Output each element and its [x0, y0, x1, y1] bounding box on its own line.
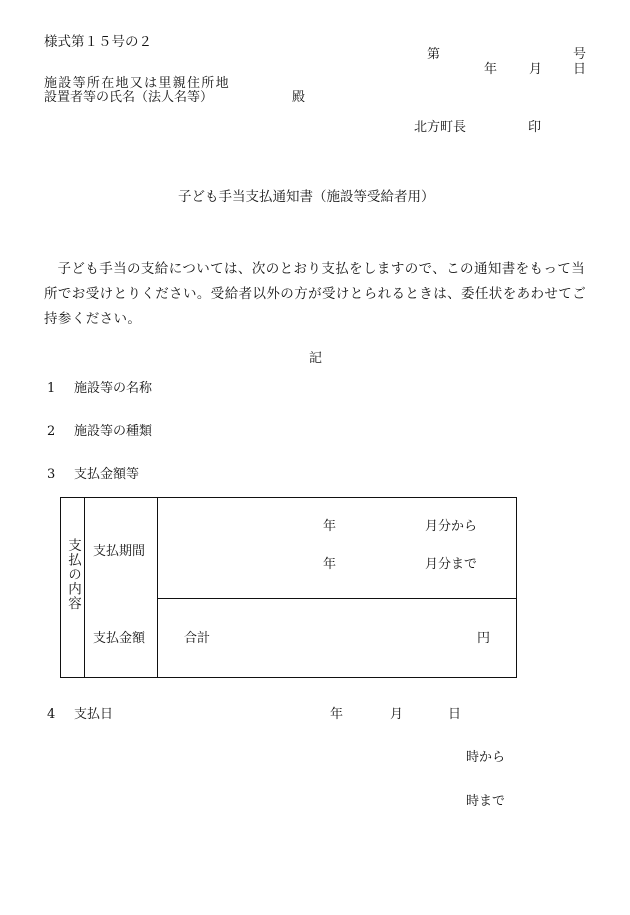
item-facility-name-label: 施設等の名称 [74, 381, 153, 396]
yen-label: 円 [477, 631, 491, 646]
item-payment-date-label: 支払日 [74, 707, 114, 722]
time-from-label: 時から [466, 750, 506, 765]
pay-date-month: 月 [390, 707, 404, 722]
date-day: 日 [573, 62, 587, 77]
doc-number-prefix: 第 [427, 47, 441, 62]
item-payment-amount-label: 支払金額等 [74, 467, 140, 482]
from-year-label: 年 [323, 519, 337, 534]
pay-date-year: 年 [330, 707, 344, 722]
addressee-line1: 施設等所在地又は里親住所地 [44, 76, 230, 91]
doc-number-suffix: 号 [573, 47, 587, 62]
item-number: 4 [47, 707, 56, 722]
pay-date-day: 日 [448, 707, 462, 722]
form-number: 様式第１５号の２ [44, 34, 152, 50]
item-number: 1 [47, 381, 56, 396]
to-year-label: 年 [323, 557, 337, 572]
payment-content-label: 支払の内容 [65, 538, 81, 611]
issuer-name: 北方町長 [414, 120, 467, 135]
ki-heading: 記 [309, 351, 323, 366]
item-facility-type-label: 施設等の種類 [74, 424, 153, 439]
item-number: 2 [47, 424, 56, 439]
to-month-label: 月分まで [425, 557, 478, 572]
amount-label: 支払金額 [93, 631, 146, 646]
table-divider [157, 498, 158, 677]
addressee-honorific: 殿 [292, 90, 306, 105]
total-label: 合計 [184, 631, 211, 646]
document-title: 子ども手当支払通知書（施設等受給者用） [178, 189, 435, 205]
addressee-line2: 設置者等の氏名（法人名等） [44, 90, 214, 105]
payment-table [60, 497, 517, 678]
table-divider [157, 598, 516, 599]
period-label: 支払期間 [93, 544, 146, 559]
from-month-label: 月分から [425, 519, 478, 534]
issuer-seal: 印 [528, 120, 542, 135]
date-year: 年 [484, 62, 498, 77]
time-to-label: 時まで [466, 794, 506, 809]
item-number: 3 [47, 467, 56, 482]
table-divider [84, 498, 85, 677]
date-month: 月 [529, 62, 543, 77]
body-paragraph: 子ども手当の支給については、次のとおり支払をしますので、この通知書をもって当所でお受けとりください。受給者以外の方が受けとられるときは、委任状をあわせてご持参ください。 [44, 261, 587, 327]
